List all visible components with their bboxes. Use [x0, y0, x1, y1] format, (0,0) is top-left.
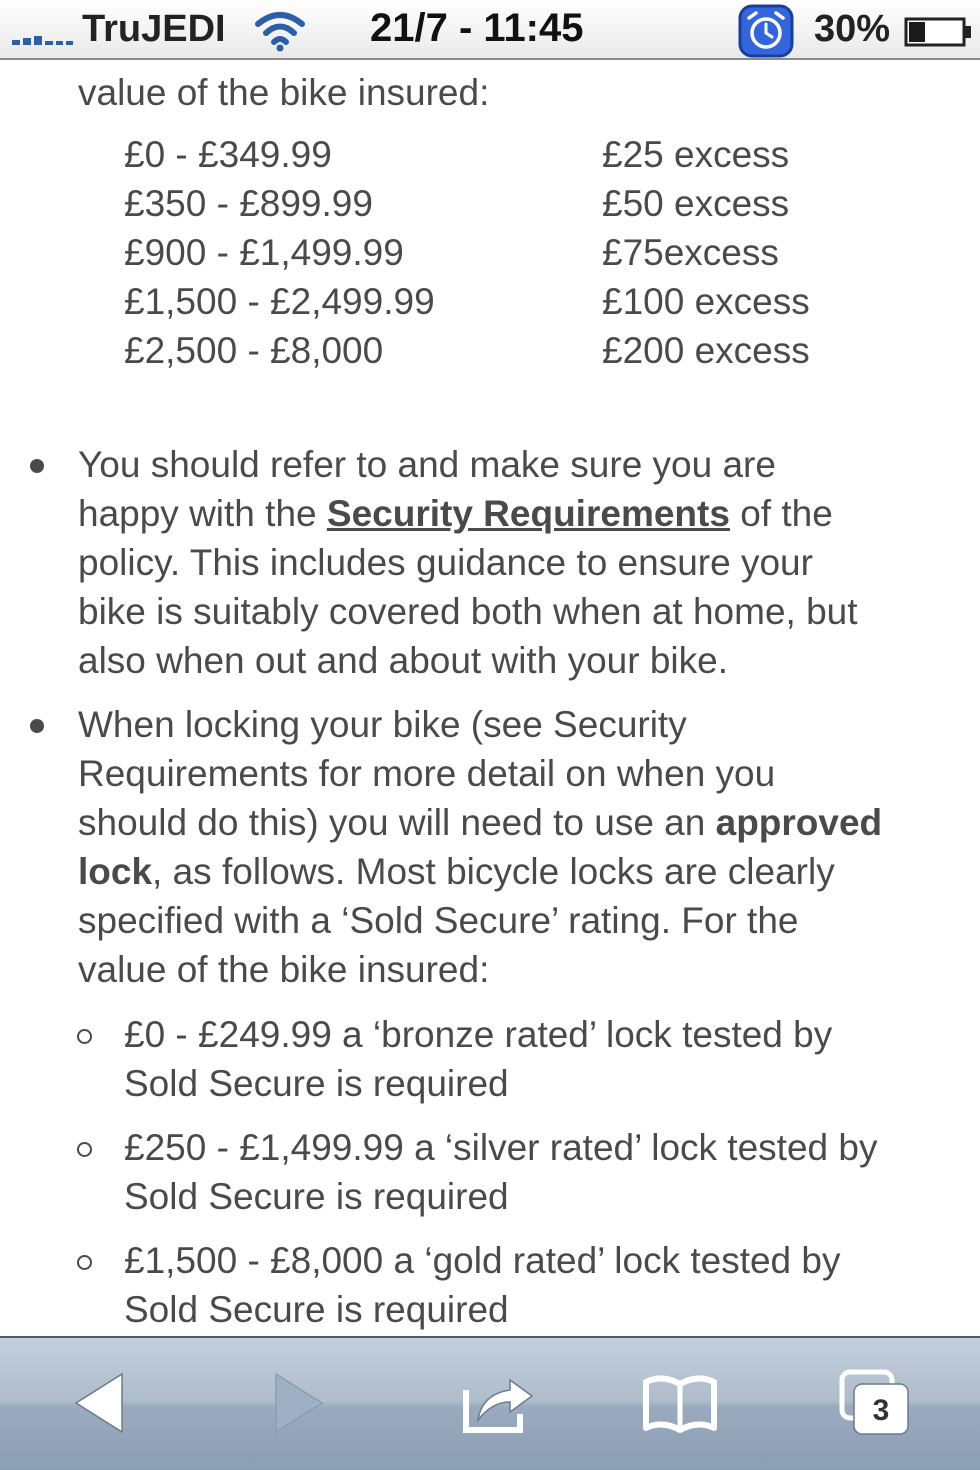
excess-row — [124, 228, 884, 277]
paragraph-line: specified with a ‘Sold Secure’ rating. For the — [78, 900, 799, 941]
excess-table — [124, 130, 884, 375]
intro-text-tail: value of the bike insured: — [78, 72, 490, 113]
back-arrow-icon — [62, 1368, 142, 1438]
bold-text: lock — [78, 851, 153, 892]
circle-bullet — [77, 1255, 92, 1270]
lock-requirement-item — [124, 1123, 877, 1221]
forward-arrow-icon — [258, 1368, 338, 1438]
circle-bullet — [77, 1142, 92, 1157]
bullet-dot — [30, 459, 44, 473]
wifi-icon — [254, 10, 306, 52]
battery-percentage: 30% — [814, 8, 891, 50]
excess-row — [124, 179, 884, 228]
security-requirements-bullet — [78, 440, 858, 685]
circle-bullet — [77, 1029, 92, 1044]
paragraph-line: Sold Secure is required — [124, 1289, 509, 1330]
forward-button[interactable] — [258, 1368, 338, 1438]
value-range: £900 - £1,499.99 — [124, 232, 404, 273]
paragraph-line: value of the bike insured: — [78, 949, 490, 990]
paragraph-line: Sold Secure is required — [124, 1176, 509, 1217]
paragraph-line: Requirements for more detail on when you — [78, 753, 776, 794]
browser-toolbar — [0, 1336, 980, 1470]
status-bar — [0, 0, 980, 60]
paragraph-line: You should refer to and make sure you are — [78, 444, 776, 485]
back-button[interactable] — [62, 1368, 142, 1438]
paragraph-line: Sold Secure is required — [124, 1063, 509, 1104]
excess-amount: £200 excess — [602, 330, 810, 371]
text-fragment: , as follows. Most bicycle locks are clearly — [152, 851, 835, 892]
value-range: £0 - £349.99 — [124, 134, 332, 175]
excess-row — [124, 326, 884, 375]
excess-amount: £75excess — [602, 232, 779, 273]
alarm-clock-icon — [738, 4, 794, 58]
bullet-dot — [30, 719, 44, 733]
approved-lock-bullet — [78, 700, 882, 994]
text-fragment: happy with the — [78, 493, 327, 534]
value-range: £1,500 - £2,499.99 — [124, 281, 435, 322]
paragraph-line: When locking your bike (see Security — [78, 704, 687, 745]
text-fragment: of the — [729, 493, 833, 534]
bold-text: approved — [715, 802, 883, 843]
tabs-icon — [836, 1368, 916, 1438]
value-range: £2,500 - £8,000 — [124, 330, 384, 371]
battery-icon — [904, 16, 974, 48]
paragraph-line: also when out and about with your bike. — [78, 640, 728, 681]
tabs-button[interactable] — [836, 1368, 916, 1438]
signal-strength-icon — [12, 24, 74, 46]
paragraph-line: £0 - £249.99 a ‘bronze rated’ lock tested by — [124, 1014, 833, 1055]
share-button[interactable] — [458, 1368, 538, 1438]
excess-row — [124, 130, 884, 179]
paragraph-line — [78, 798, 882, 847]
excess-amount: £100 excess — [602, 281, 810, 322]
value-range: £350 - £899.99 — [124, 183, 373, 224]
bookmarks-button[interactable] — [640, 1368, 720, 1438]
paragraph-line — [78, 489, 858, 538]
security-requirements-link[interactable]: Security Requirements — [326, 493, 730, 534]
paragraph-line: £250 - £1,499.99 a ‘silver rated’ lock tested by — [124, 1127, 878, 1168]
excess-amount: £50 excess — [602, 183, 790, 224]
text-fragment: should do this) you will need to use an — [78, 802, 716, 843]
lock-requirement-item — [124, 1010, 832, 1108]
bookmarks-icon — [640, 1368, 720, 1438]
paragraph-line — [78, 847, 882, 896]
paragraph-line: policy. This includes guidance to ensure your — [78, 542, 813, 583]
status-datetime: 21/7 - 11:45 — [370, 6, 584, 50]
lock-requirement-item — [124, 1236, 841, 1334]
paragraph-line: bike is suitably covered both when at home, but — [78, 591, 858, 632]
paragraph-line: £1,500 - £8,000 a ‘gold rated’ lock tested by — [124, 1240, 841, 1281]
tab-count: 3 — [872, 1394, 890, 1427]
web-page-content[interactable] — [0, 62, 980, 1336]
excess-amount: £25 excess — [602, 134, 790, 175]
excess-row — [124, 277, 884, 326]
share-icon — [458, 1368, 538, 1438]
carrier-name: TruJEDI — [82, 8, 226, 50]
